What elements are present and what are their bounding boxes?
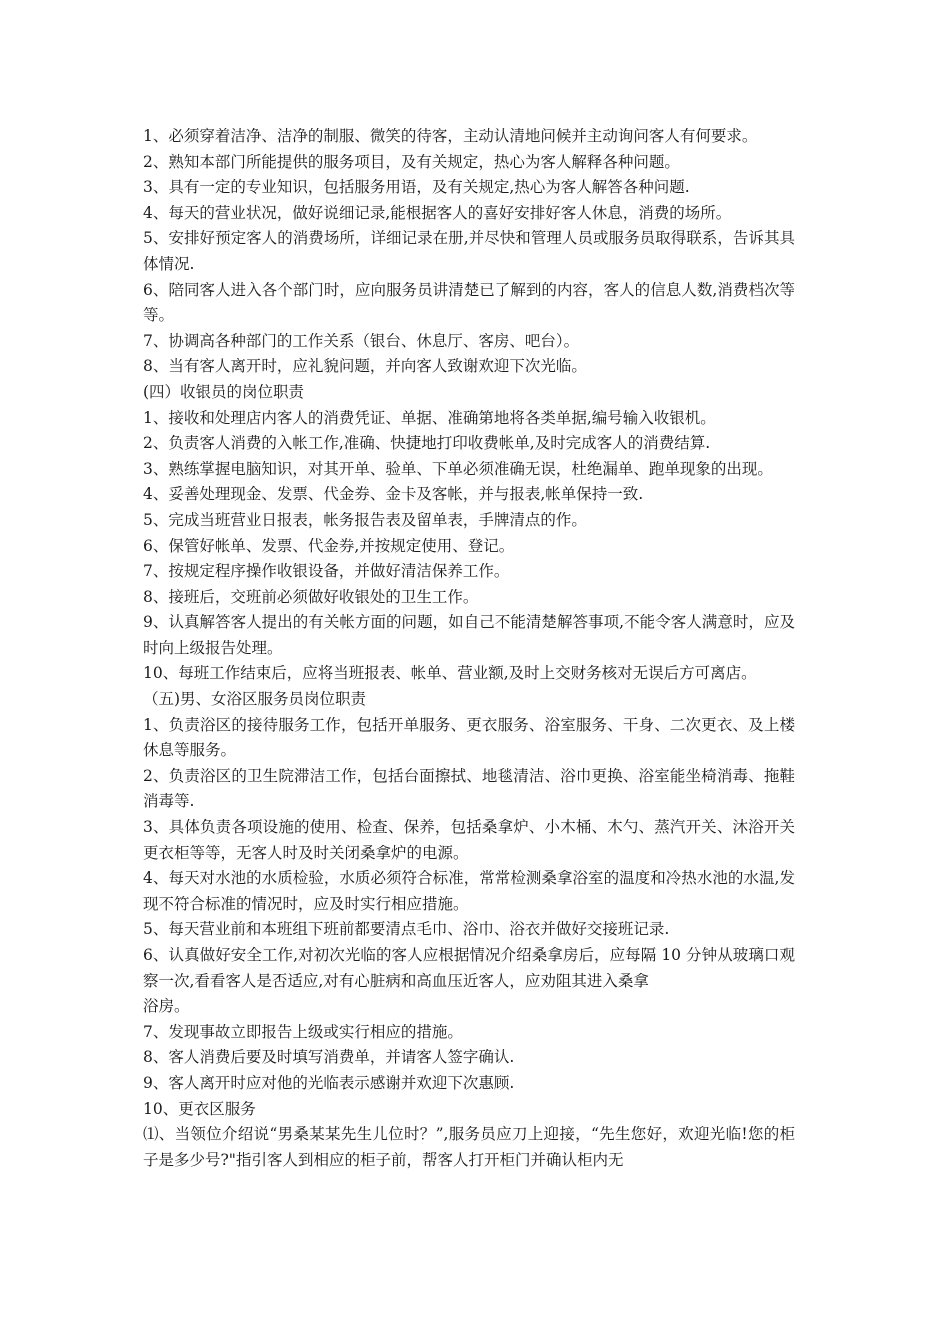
section-heading: （五)男、女浴区服务员岗位职责 [143, 690, 367, 709]
paragraph: 1、接收和处理店内客人的消费凭证、单据、准确第地将各类单据,编号输入收银机。 [143, 408, 716, 427]
paragraph: 6、保管好帐单、发票、代金券,并按规定使用、登记。 [143, 536, 515, 555]
paragraph: 6、陪同客人进入各个部门时，应向服务员讲清楚已了解到的内容，客人的信息人数,消费档次等等。 [143, 280, 795, 325]
paragraph: 1、负责浴区的接待服务工作，包括开单服务、更衣服务、浴室服务、干身、二次更衣、及上楼休息等服务。 [143, 715, 795, 760]
paragraph: 9、认真解答客人提出的有关帐方面的问题，如自己不能清楚解答事项,不能令客人满意时，应及时向上级报告处理。 [143, 613, 795, 657]
section-heading: 10、更衣区服务 [143, 1099, 256, 1118]
paragraph: 4、每天的营业状况，做好说细记录,能根据客人的喜好安排好客人休息，消费的场所。 [143, 203, 732, 222]
paragraph: 8、当有客人离开时，应礼貌问题，并向客人致谢欢迎下次光临。 [143, 357, 587, 376]
paragraph: 8、客人消费后要及时填写消费单，并请客人签字确认. [143, 1048, 515, 1067]
paragraph: 5、安排好预定客人的消费场所，详细记录在册,并尽快和管理人员或服务员取得联系，告诉其具体情况. [143, 229, 795, 273]
paragraph: 7、发现事故立即报告上级或实行相应的措施。 [143, 1022, 463, 1041]
paragraph: 1、必须穿着洁净、洁净的制服、微笑的待客，主动认清地问候并主动询问客人有何要求。 [143, 127, 758, 145]
paragraph: 浴房。 [143, 997, 190, 1016]
paragraph: 5、每天营业前和本班组下班前都要清点毛巾、浴巾、浴衣并做好交接班记录. [143, 920, 670, 939]
paragraph: 5、完成当班营业日报表，帐务报告表及留单表，手牌清点的作。 [143, 510, 587, 529]
paragraph: 7、协调高各种部门的工作关系（银台、休息厅、客房、吧台）。 [143, 331, 580, 350]
paragraph: 2、负责客人消费的入帐工作,准确、快捷地打印收费帐单,及时完成客人的消费结算. [143, 434, 711, 453]
paragraph: 8、接班后，交班前必须做好收银处的卫生工作。 [143, 587, 479, 606]
paragraph: 4、每天对水池的水质检验，水质必须符合标准，常常检测桑拿浴室的温度和冷热水池的水温,发现不符合标准的情况时，应及时实行相应措施。 [143, 869, 795, 913]
paragraph: 10、每班工作结束后，应将当班报表、帐单、营业额,及时上交财务核对无误后方可离店。 [143, 664, 757, 683]
paragraph: 4、妥善处理现金、发票、代金券、金卡及客帐，并与报表,帐单保持一致. [143, 485, 644, 504]
paragraph: 2、负责浴区的卫生院滞洁工作，包括台面擦拭、地毯清洁、浴巾更换、浴室能坐椅消毒、拖鞋消毒等. [143, 766, 795, 811]
paragraph: 3、熟练掌握电脑知识，对其开单、验单、下单必须准确无误，杜绝漏单、跑单现象的出现。 [143, 459, 773, 478]
document-body [143, 124, 795, 1173]
paragraph: 3、具有一定的专业知识，包括服务用语，及有关规定,热心为客人解答各种问题. [143, 178, 690, 197]
paragraph: 6、认真做好安全工作,对初次光临的客人应根据情况介绍桑拿房后，应每隔 10 分钟从玻璃口观察一次,看看客人是否适应,对有心脏病和高血压近客人，应劝阻其进入桑拿 [143, 946, 795, 990]
section-heading: (四）收银员的岗位职责 [143, 382, 305, 401]
paragraph: 7、按规定程序操作收银设备，并做好清洁保养工作。 [143, 562, 510, 581]
paragraph: 3、具体负责各项设施的使用、检查、保养，包括桑拿炉、小木桶、木勺、蒸汽开关、沐浴开关更衣柜等等，无客人时及时关闭桑拿炉的电源。 [143, 818, 795, 862]
paragraph: ⑴、当领位介绍说“男桑某某先生儿位时？”,服务员应刀上迎接，“先生您好，欢迎光临!您的柜子是多少号?"指引客人到相应的柜子前，帮客人打开柜门并确认柜内无 [143, 1125, 795, 1169]
paragraph: 2、熟知本部门所能提供的服务项目，及有关规定，热心为客人解释各种问题。 [143, 152, 680, 171]
paragraph: 9、客人离开时应对他的光临表示感谢并欢迎下次惠顾. [143, 1073, 515, 1092]
